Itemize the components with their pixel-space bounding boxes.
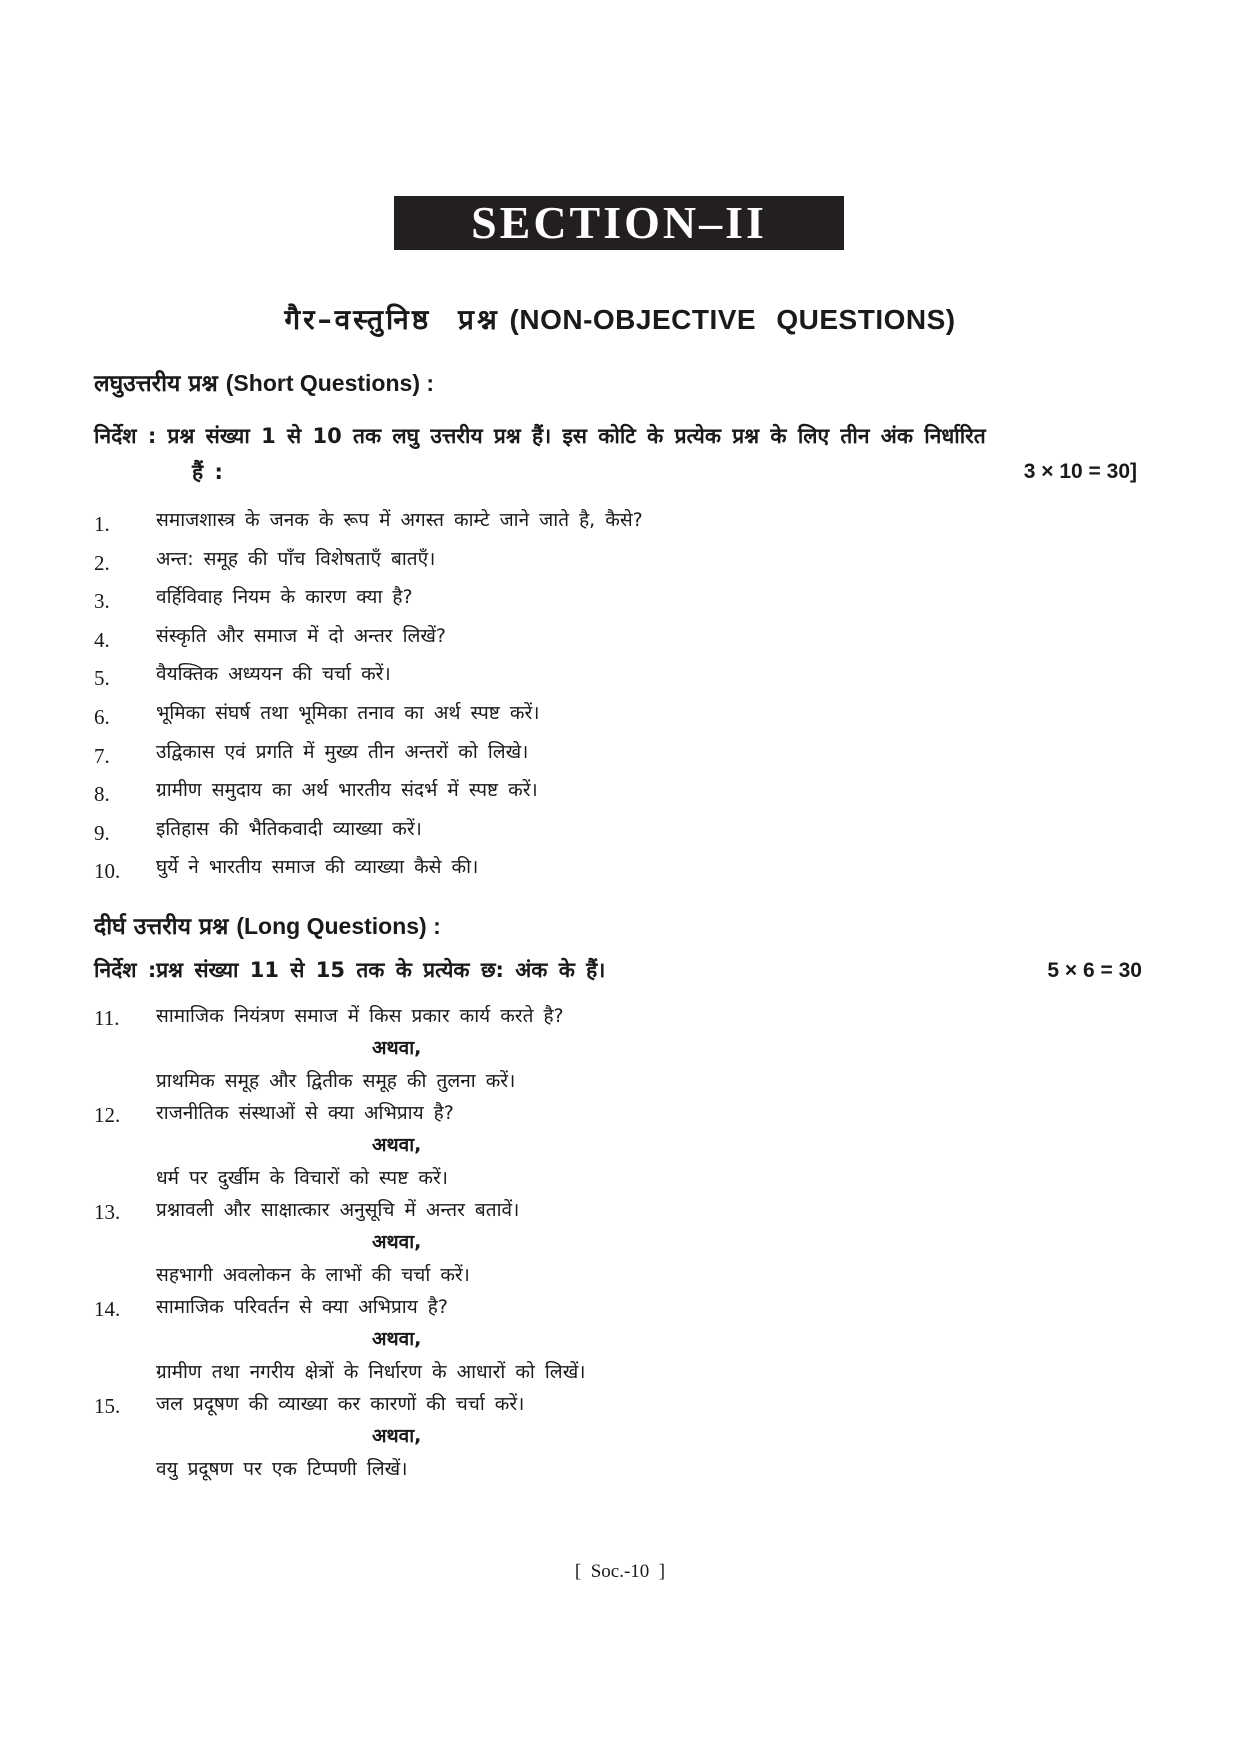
long-question-item bbox=[94, 1196, 1144, 1226]
question-item bbox=[94, 811, 1144, 850]
question-number: 7. bbox=[94, 743, 110, 768]
question-item bbox=[94, 502, 1144, 541]
heading-hindi: गैर–वस्तुनिष्ठ प्रश्न bbox=[284, 303, 500, 336]
alternative-question bbox=[94, 1164, 1144, 1194]
question-text: जल प्रदूषण की व्याख्या कर कारणों की चर्चा करें। bbox=[156, 1393, 525, 1415]
question-item bbox=[94, 541, 1144, 580]
short-question-list bbox=[94, 502, 1144, 888]
question-text: अन्त: समूह की पाँच विशेषताएँ बातएँ। bbox=[156, 547, 436, 570]
alternative-question bbox=[94, 1261, 1144, 1291]
long-instruction: निर्देश :प्रश्न संख्या 11 से 15 तक के प्रत्येक छ: अंक के हैं। bbox=[94, 958, 606, 982]
question-number: 4. bbox=[94, 627, 110, 652]
question-text: धर्म पर दुर्खीम के विचारों को स्पष्ट करें। bbox=[156, 1167, 448, 1189]
question-number: 15. bbox=[94, 1394, 121, 1418]
question-item bbox=[94, 734, 1144, 773]
question-text: सामाजिक परिवर्तन से क्या अभिप्राय है? bbox=[156, 1296, 448, 1318]
short-instruction-line2: हैं : bbox=[192, 460, 223, 484]
or-label: अथवा, bbox=[372, 1037, 422, 1059]
question-text: वयु प्रदूषण पर एक टिप्पणी लिखें। bbox=[156, 1458, 408, 1480]
short-instruction-line1: निर्देश : प्रश्न संख्या 1 से 10 तक लघु उत्तरीय प्रश्न हैं। इस कोटि के प्रत्येक प्रश्न के लिए तीन अंक निर्धारित bbox=[94, 424, 986, 448]
question-text: वैयक्तिक अध्ययन की चर्चा करें। bbox=[156, 663, 391, 686]
question-item bbox=[94, 849, 1144, 888]
or-label: अथवा, bbox=[372, 1231, 422, 1253]
long-heading-english: (Long Questions) : bbox=[236, 913, 441, 939]
question-item bbox=[94, 656, 1144, 695]
question-text: ग्रामीण तथा नगरीय क्षेत्रों के निर्धारण के आधारों को लिखें। bbox=[156, 1361, 586, 1383]
long-question-item bbox=[94, 1002, 1144, 1032]
long-question-item bbox=[94, 1293, 1144, 1323]
page-heading bbox=[0, 302, 1240, 338]
question-text: इतिहास की भैतिकवादी व्याख्या करें। bbox=[156, 817, 422, 840]
question-text: वर्हिविवाह नियम के कारण क्या है? bbox=[156, 586, 413, 609]
question-number: 8. bbox=[94, 782, 110, 807]
short-instruction bbox=[94, 418, 1144, 490]
alternative-question bbox=[94, 1067, 1144, 1097]
question-text: सामाजिक नियंत्रण समाज में किस प्रकार कार्य करते है? bbox=[156, 1005, 564, 1027]
question-number: 13. bbox=[94, 1200, 121, 1224]
question-number: 3. bbox=[94, 589, 110, 614]
question-number: 6. bbox=[94, 704, 110, 729]
long-marks: 5 × 6 = 30 bbox=[1047, 959, 1142, 982]
page-footer: [ Soc.-10 ] bbox=[574, 1561, 666, 1582]
short-questions-heading bbox=[94, 368, 434, 399]
question-text: भूमिका संघर्ष तथा भूमिका तनाव का अर्थ स्पष्ट करें। bbox=[156, 701, 540, 724]
long-question-item bbox=[94, 1390, 1144, 1420]
question-number: 2. bbox=[94, 550, 110, 575]
question-text: प्रश्नावली और साक्षात्कार अनुसूचि में अन्तर बतावें। bbox=[156, 1199, 520, 1221]
long-heading-hindi: दीर्घ उत्तरीय प्रश्न bbox=[94, 914, 229, 940]
question-text: संस्कृति और समाज में दो अन्तर लिखें? bbox=[156, 624, 447, 647]
short-marks: 3 × 10 = 30] bbox=[1023, 460, 1137, 483]
question-number: 1. bbox=[94, 512, 110, 536]
question-item bbox=[94, 579, 1144, 618]
long-question-item bbox=[94, 1099, 1144, 1129]
question-text: ग्रामीण समुदाय का अर्थ भारतीय संदर्भ में स्पष्ट करें। bbox=[156, 779, 538, 802]
question-text: घुर्ये ने भारतीय समाज की व्याख्या कैसे की। bbox=[156, 856, 479, 879]
or-label: अथवा, bbox=[372, 1328, 422, 1350]
alternative-question bbox=[94, 1358, 1144, 1388]
question-item bbox=[94, 772, 1144, 811]
short-heading-english: (Short Questions) : bbox=[225, 370, 435, 396]
question-number: 11. bbox=[94, 1006, 120, 1030]
short-heading-hindi: लघुउत्तरीय प्रश्न bbox=[94, 371, 218, 397]
question-number: 5. bbox=[94, 666, 110, 691]
section-title: SECTION–II bbox=[394, 196, 844, 250]
or-label: अथवा, bbox=[372, 1425, 422, 1447]
question-number: 9. bbox=[94, 820, 110, 845]
question-number: 12. bbox=[94, 1103, 121, 1127]
question-text: राजनीतिक संस्थाओं से क्या अभिप्राय है? bbox=[156, 1102, 454, 1124]
question-item bbox=[94, 695, 1144, 734]
heading-english: (NON-OBJECTIVE QUESTIONS) bbox=[509, 304, 956, 335]
long-questions-heading bbox=[94, 911, 441, 942]
question-text: सहभागी अवलोकन के लाभों की चर्चा करें। bbox=[156, 1264, 470, 1286]
question-number: 10. bbox=[94, 859, 121, 884]
alternative-question bbox=[94, 1455, 1144, 1485]
question-text: उद्विकास एवं प्रगति में मुख्य तीन अन्तरों को लिखे। bbox=[156, 740, 529, 763]
question-number: 14. bbox=[94, 1297, 121, 1321]
or-label: अथवा, bbox=[372, 1134, 422, 1156]
question-text: प्राथमिक समूह और द्वितीक समूह की तुलना करें। bbox=[156, 1070, 516, 1092]
question-text: समाजशास्त्र के जनक के रूप में अगस्त काम्टे जाने जाते है, कैसे? bbox=[156, 509, 643, 531]
question-item bbox=[94, 618, 1144, 657]
